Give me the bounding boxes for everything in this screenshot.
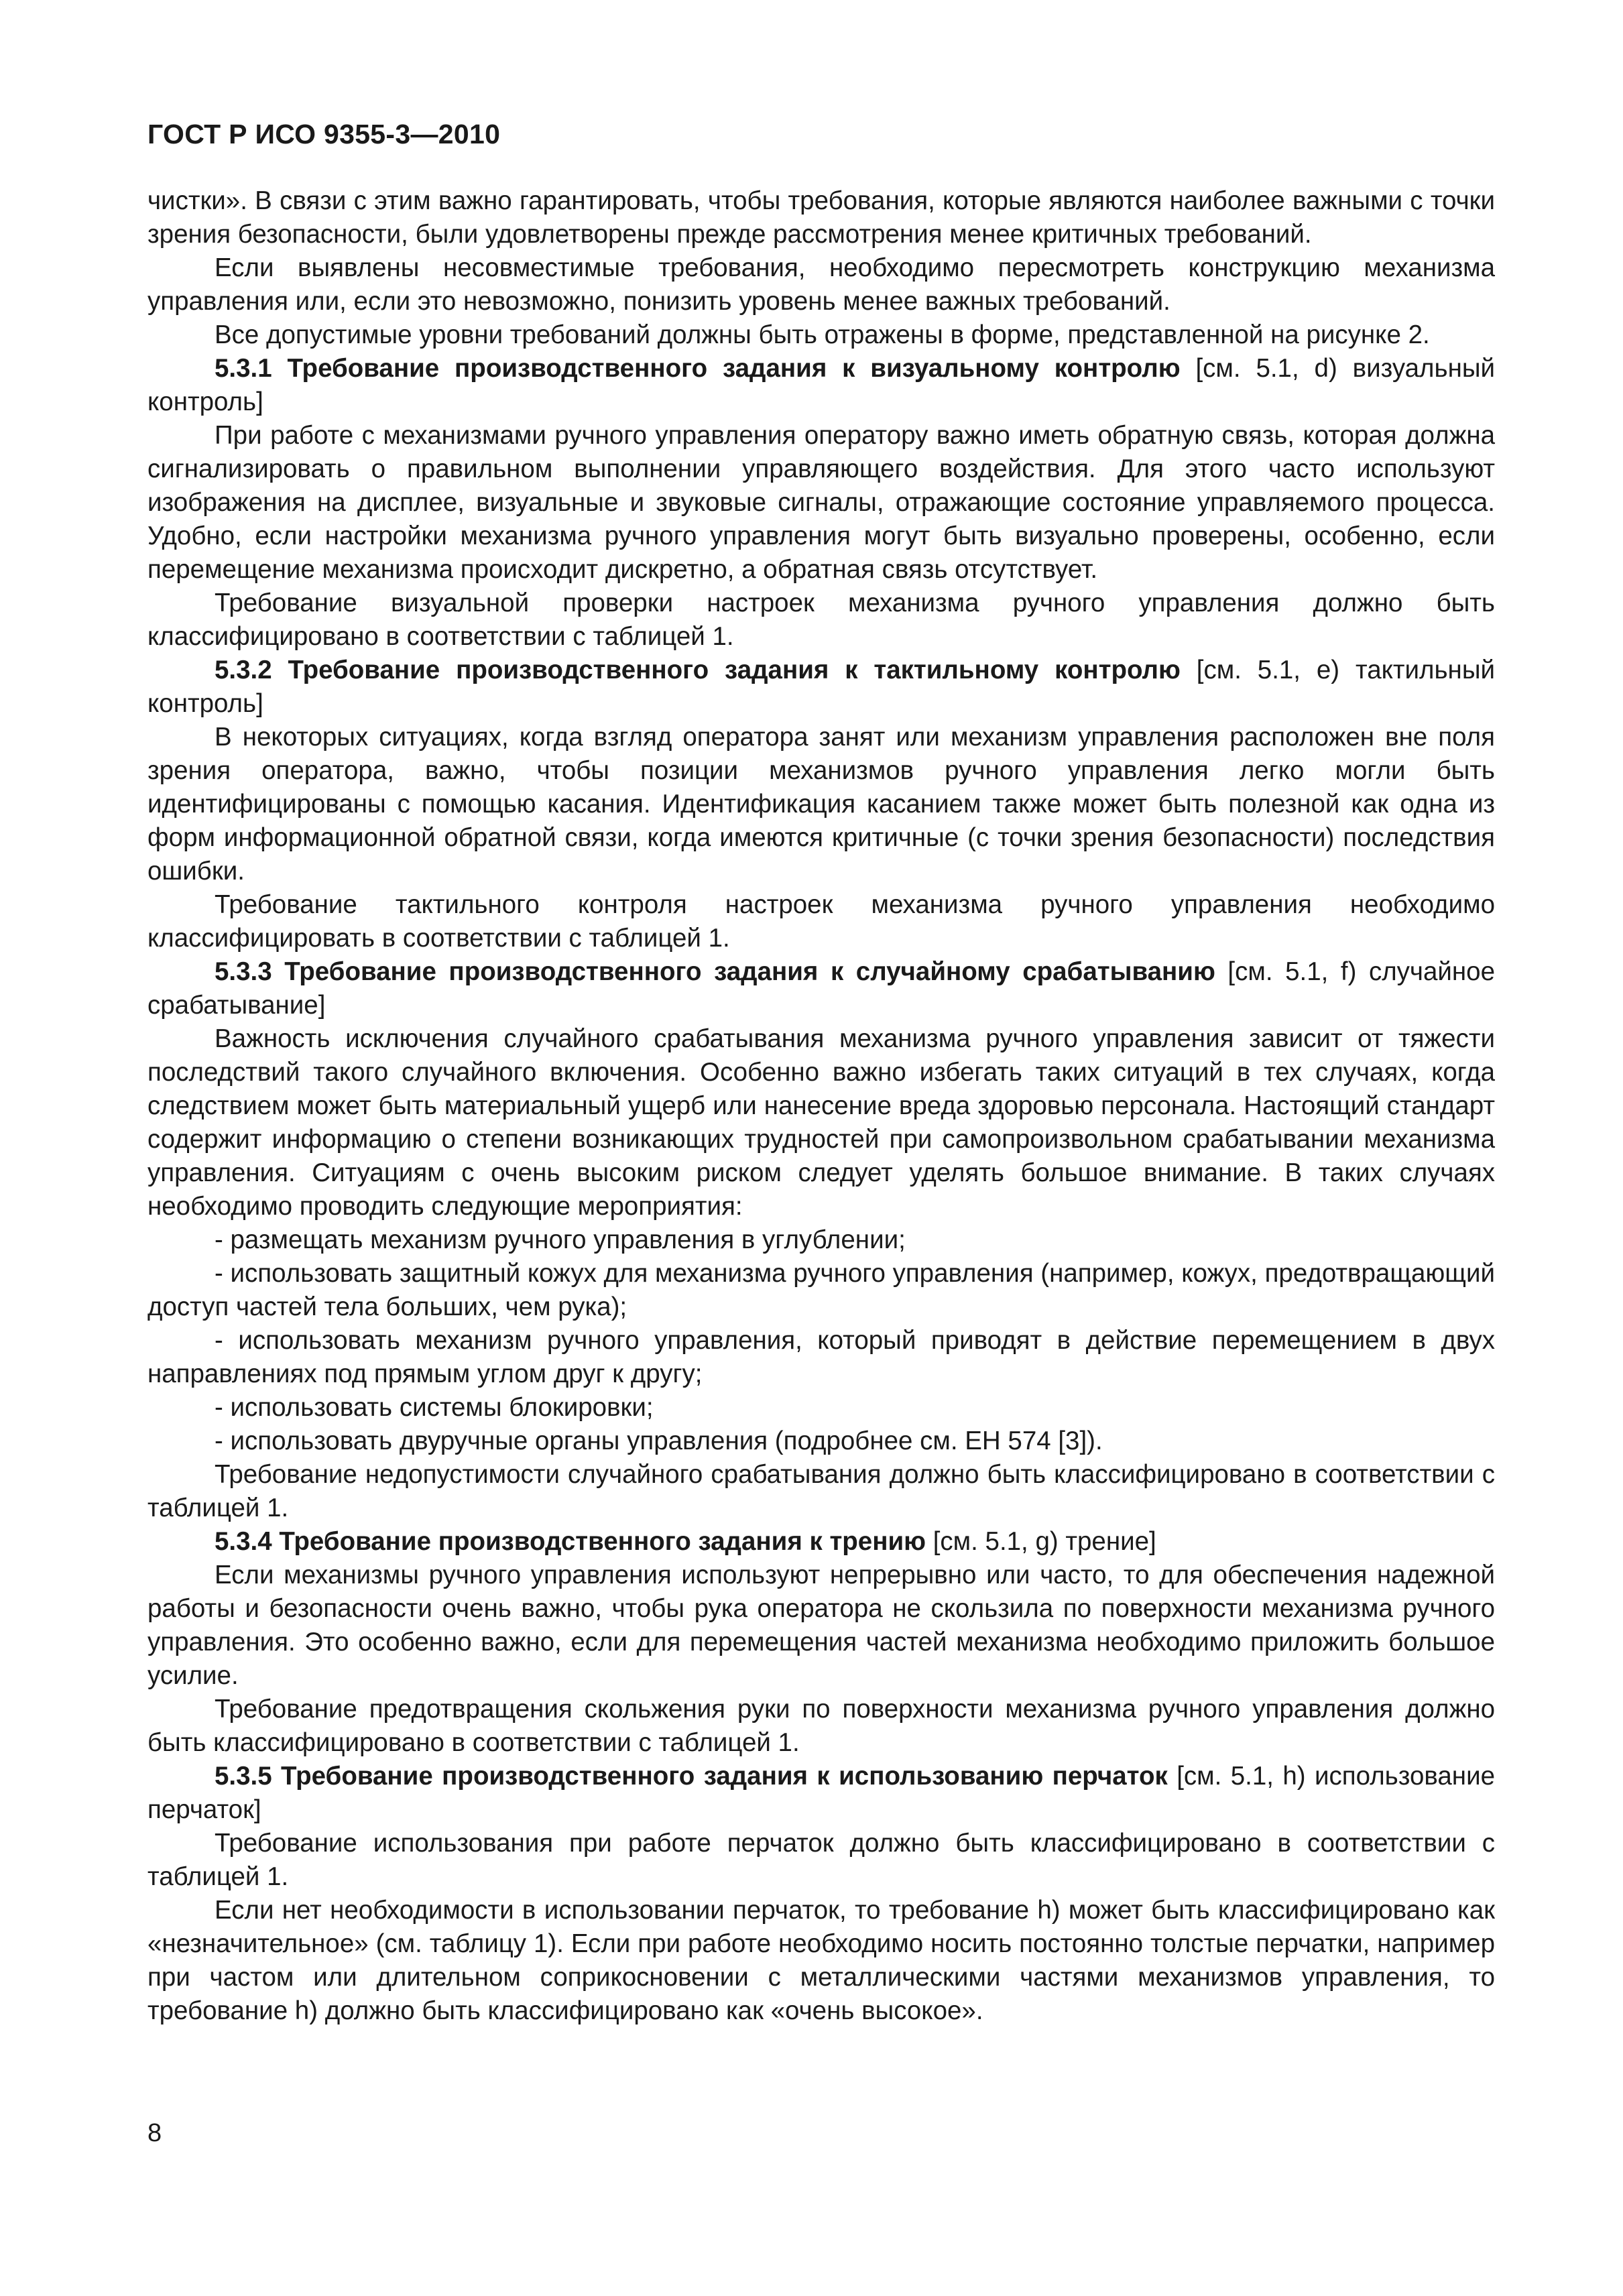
document-page	[147, 117, 1495, 2028]
section-heading	[147, 654, 1495, 721]
list-item: - использовать защитный кожух для механизма ручного управления (например, кожух, предотвращающий доступ частей тела больших, чем рука);	[147, 1259, 1495, 1321]
section-heading-title: 5.3.1 Требование производственного задания к визуальному контролю	[215, 354, 1181, 383]
section-heading	[147, 955, 1495, 1022]
list-item: - использовать механизм ручного управления, который приводят в действие перемещением в двух направлениях под прямым углом друг к другу;	[147, 1326, 1495, 1388]
body-paragraph: Важность исключения случайного срабатывания механизма ручного управления зависит от тяжести последствий такого случайного включения. Особенно важно избегать таких ситуаций в тех случаях, когда следствием может быть материальный ущерб или нанесение вреда здоровью персонала. Настоящий стандарт содержит информацию о степени возникающих трудностей при самопроизвольном срабатывании механизма управления. Ситуациям с очень высоким риском следует уделять большое внимание. В таких случаях необходимо проводить следующие мероприятия:	[147, 1024, 1495, 1221]
list-item: - использовать системы блокировки;	[215, 1393, 654, 1422]
body-paragraph: Если выявлены несовместимые требования, необходимо пересмотреть конструкцию механизма управления или, если это невозможно, понизить уровень менее важных требований.	[147, 253, 1495, 316]
body-paragraph: В некоторых ситуациях, когда взгляд оператора занят или механизм управления расположен вне поля зрения оператора, важно, чтобы позиции механизмов ручного управления легко могли быть идентифицированы с помощью касания. Идентификация касанием также может быть полезной как одна из форм информационной обратной связи, когда имеются критичные (с точки зрения безопасности) последствия ошибки.	[147, 723, 1495, 886]
section-heading	[147, 1760, 1495, 1827]
section-heading-title: 5.3.4 Требование производственного задания к трению	[215, 1527, 926, 1556]
body-paragraph: Требование недопустимости случайного срабатывания должно быть классифицировано в соответствии с таблицей 1.	[147, 1460, 1495, 1522]
section-heading-reference: [см. 5.1, е) тактильный контроль]	[147, 656, 1495, 718]
body-paragraph: Требование визуальной проверки настроек механизма ручного управления должно быть классифицировано в соответствии с таблицей 1.	[147, 589, 1495, 651]
list-item: - размещать механизм ручного управления в углублении;	[215, 1225, 906, 1254]
section-heading-reference: [см. 5.1, g) трение]	[926, 1527, 1156, 1556]
list-item: - использовать двуручные органы управления (подробнее см. ЕН 574 [3]).	[215, 1427, 1103, 1455]
body-paragraph: Требование предотвращения скольжения руки по поверхности механизма ручного управления должно быть классифицировано в соответствии с таблицей 1.	[147, 1695, 1495, 1757]
section-heading	[147, 1525, 1495, 1559]
body-paragraph: При работе с механизмами ручного управления оператору важно иметь обратную связь, которая должна сигнализировать о правильном выполнении управляющего воздействия. Для этого часто используют изображения на дисплее, визуальные и звуковые сигналы, отражающие состояние управляемого процесса. Удобно, если настройки механизма ручного управления могут быть визуально проверены, особенно, если перемещение механизма происходит дискретно, а обратная связь отсутствует.	[147, 421, 1495, 584]
body-paragraph: Если механизмы ручного управления используют непрерывно или часто, то для обеспечения надежной работы и безопасности очень важно, чтобы рука оператора не скользила по поверхности механизма ручного управления. Это особенно важно, если для перемещения частей механизма необходимо приложить большое усилие.	[147, 1561, 1495, 1690]
continued-paragraph: чистки». В связи с этим важно гарантировать, чтобы требования, которые являются наиболее важными с точки зрения безопасности, были удовлетворены прежде рассмотрения менее критичных требований.	[147, 186, 1495, 249]
section-heading-reference: [см. 5.1, d) визуальный контроль]	[147, 354, 1496, 416]
section-heading-reference: [см. 5.1, f) случайное срабатывание]	[147, 957, 1495, 1020]
body-paragraph: Все допустимые уровни требований должны быть отражены в форме, представленной на рисунке 2.	[215, 320, 1430, 349]
page-number: 8	[147, 2119, 162, 2147]
section-heading-title: 5.3.3 Требование производственного задания к случайному срабатыванию	[215, 957, 1215, 986]
section-heading-title: 5.3.2 Требование производственного задания к тактильному контролю	[215, 656, 1181, 684]
body-paragraph: Требование использования при работе перчаток должно быть классифицировано в соответствии с таблицей 1.	[147, 1829, 1495, 1891]
document-header: ГОСТ Р ИСО 9355-3—2010	[147, 119, 501, 149]
body-paragraph: Если нет необходимости в использовании перчаток, то требование h) может быть классифицировано как «незначительное» (см. таблицу 1). Если при работе необходимо носить постоянно толстые перчатки, например при частом или длительном соприкосновении с металлическими частями механизмов управления, то требование h) должно быть классифицировано как «очень высокое».	[147, 1896, 1495, 2025]
document-body	[147, 184, 1495, 2028]
section-heading-title: 5.3.5 Требование производственного задания к использованию перчаток	[215, 1762, 1168, 1791]
section-heading-reference: [см. 5.1, h) использование перчаток]	[147, 1762, 1495, 1824]
body-paragraph: Требование тактильного контроля настроек механизма ручного управления необходимо классифицировать в соответствии с таблицей 1.	[147, 890, 1495, 953]
section-heading	[147, 352, 1495, 419]
